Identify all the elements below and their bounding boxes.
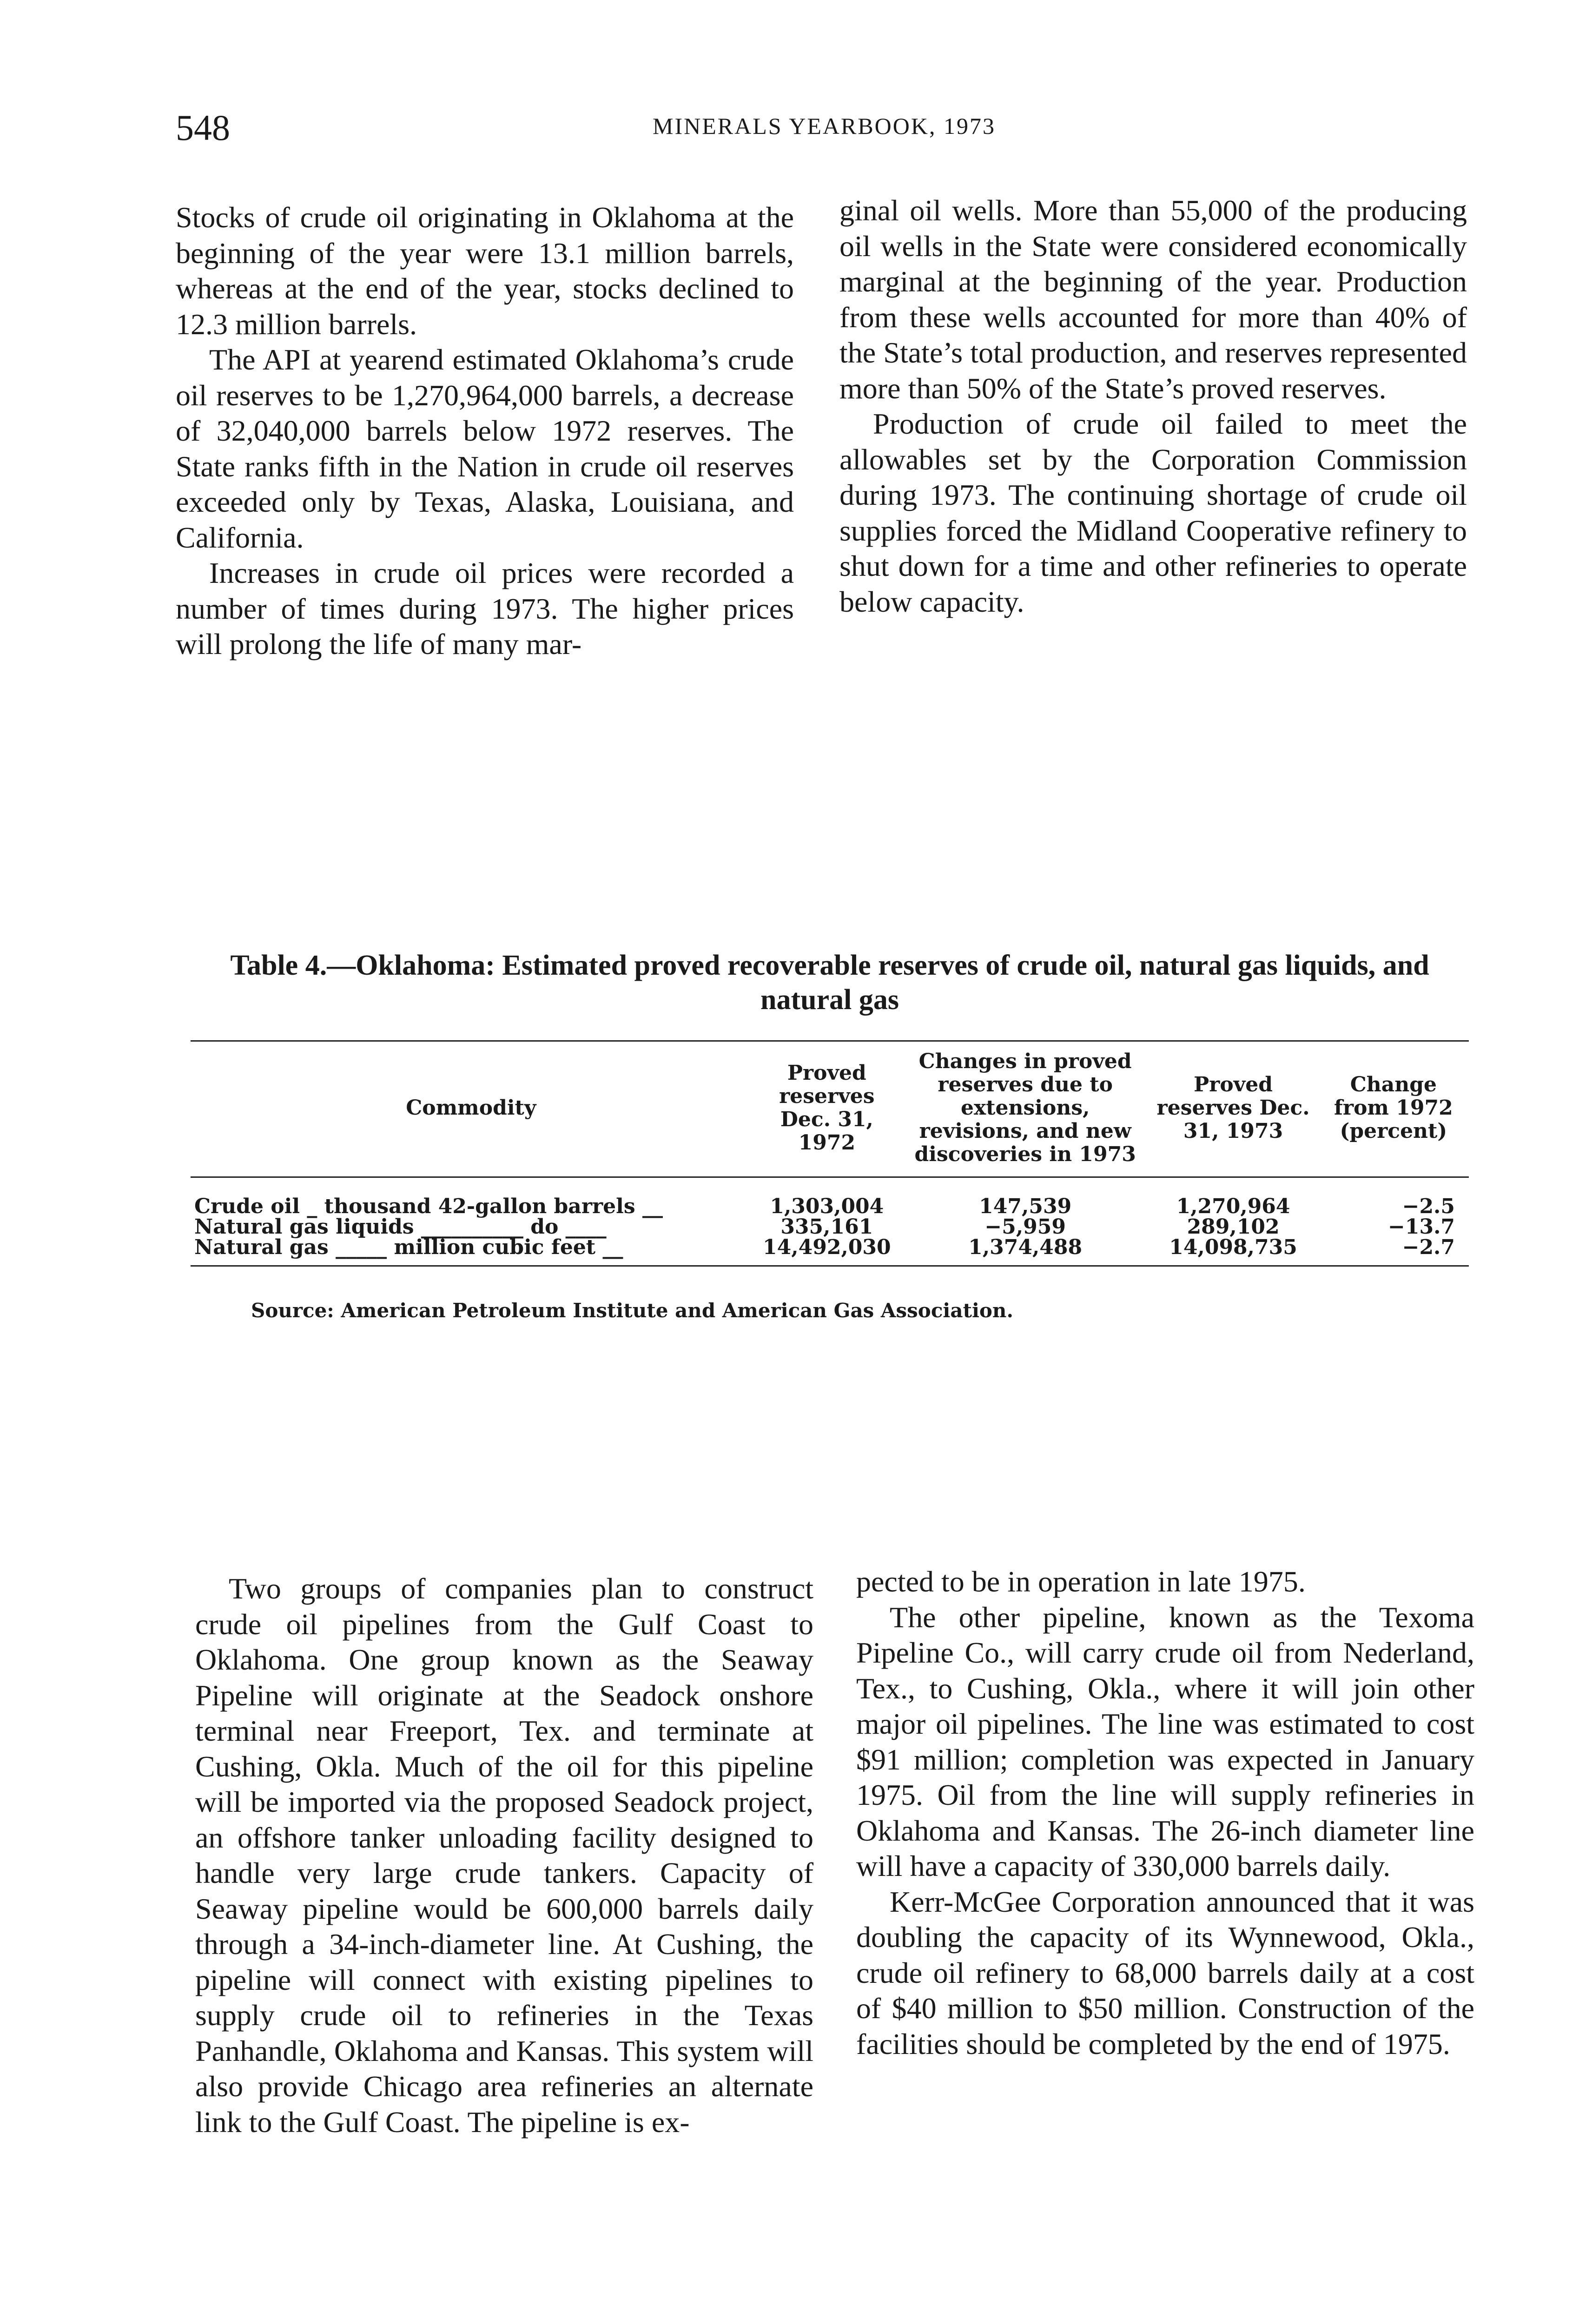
cell-proved-1973: 14,098,735 [1169,1235,1297,1259]
column-top-left [176,200,794,662]
column-bottom-left [195,1571,813,2140]
header-commodity: Commodity [406,1096,536,1120]
table-title: Table 4.—Oklahoma: Estimated proved recoverable reserves of crude oil, natural gas liquids, and natural gas [230,950,1429,1016]
paragraph: Two groups of companies plan to construct crude oil pipelines from the Gulf Coast to Oklahoma. One group known as the Seaway Pipeline will originate at the Seadock onshore terminal near Freeport, Tex. and terminate at Cushing, Okla. Much of the oil for this pipeline will be imported via the proposed Seadock project, an offshore tanker unloading facility designed to handle very large crude tankers. Capacity of Seaway pipeline would be 600,000 barrels daily through a 34-inch-diameter line. At Cushing, the pipeline will connect with existing pipelines to supply crude oil to refineries in the Texas Panhandle, Oklahoma and Kansas. This system will also provide Chicago area refineries an alternate link to the Gulf Coast. The pipeline is ex- [195,1572,813,2139]
table-row [191,1237,1469,1266]
paragraph: ginal oil wells. More than 55,000 of the producing oil wells in the State were considered economically marginal at the beginning of the year. Production from these wells accounted for more than 40% of the State’s total production, and reserves represented more than 50% of the State’s proved reserves. [839,194,1467,405]
paragraph: The API at yearend estimated Oklahoma’s crude oil reserves to be 1,270,964,000 barrels, a decrease of 32,040,000 barrels below 1972 reserves. The State ranks fifth in the Nation in crude oil reserves exceeded only by Texas, Alaska, Louisiana, and California. [176,343,794,554]
cell-proved-1972: 14,492,030 [763,1235,891,1259]
page-header [176,107,1473,158]
cell-change-percent: −13.7 [1387,1215,1455,1239]
running-head: MINERALS YEARBOOK, 1973 [653,113,996,139]
cell-commodity: Natural gas _____ million cubic feet __ [194,1235,623,1259]
header-proved-1972: Proved reserves Dec. 31, 1972 [779,1061,875,1155]
cell-commodity: Crude oil _ thousand 42-gallon barrels __ [194,1195,663,1218]
table-source-note: Source: American Petroleum Institute and American Gas Association. [251,1299,1014,1322]
header-proved-1973: Proved reserves Dec. 31, 1973 [1156,1073,1310,1143]
paragraph: Kerr-McGee Corporation announced that it was doubling the capacity of its Wynnewood, Okla., crude oil refinery to 68,000 barrels daily at a cost of $40 million to $50 million. Construction of the facilities should be completed by the end of 1975. [856,1885,1474,2060]
column-top-right [839,193,1467,620]
paragraph: The other pipeline, known as the Texoma Pipeline Co., will carry crude oil from Nederland, Tex., to Cushing, Okla., where it will join other major oil pipelines. The line was estimated to cost $91 million; completion was expected in January 1975. Oil from the line will supply refineries in Oklahoma and Kansas. The 26-inch diameter line will have a capacity of 330,000 barrels daily. [856,1600,1474,1882]
header-change-percent: Change from 1972 (percent) [1334,1073,1453,1143]
page-number: 548 [176,107,230,148]
cell-changes: 147,539 [979,1195,1072,1218]
cell-changes: 1,374,488 [968,1235,1083,1259]
header-changes: Changes in proved reserves due to extensions, revisions, and new discoveries in 1973 [914,1050,1136,1166]
cell-proved-1972: 1,303,004 [770,1195,884,1218]
table-row [191,1217,1469,1237]
table-row [191,1177,1469,1217]
cell-change-percent: −2.5 [1402,1195,1455,1218]
paragraph: pected to be in operation in late 1975. [856,1565,1306,1598]
cell-changes: −5,959 [984,1215,1066,1239]
cell-proved-1973: 1,270,964 [1176,1195,1290,1218]
paragraph: Stocks of crude oil originating in Oklahoma at the beginning of the year were 13.1 million barrels, whereas at the end of the year, stocks declined to 12.3 million barrels. [176,201,794,341]
reserves-table-block [191,948,1469,1322]
table-header-row [191,1041,1469,1177]
column-bottom-right [856,1564,1474,2062]
cell-change-percent: −2.7 [1402,1235,1455,1259]
paragraph: Production of crude oil failed to meet the allowables set by the Corporation Commission during 1973. The continuing shortage of crude oil supplies forced the Midland Cooperative refinery to shut down for a time and other refineries to operate below capacity. [839,407,1467,618]
reserves-table [191,1040,1469,1267]
cell-proved-1973: 289,102 [1187,1215,1280,1239]
paragraph: Increases in crude oil prices were recorded a number of times during 1973. The higher prices will prolong the life of many mar- [176,556,794,660]
cell-commodity: Natural gas liquids __________ do ____ [194,1215,607,1239]
cell-proved-1972: 335,161 [780,1215,873,1239]
